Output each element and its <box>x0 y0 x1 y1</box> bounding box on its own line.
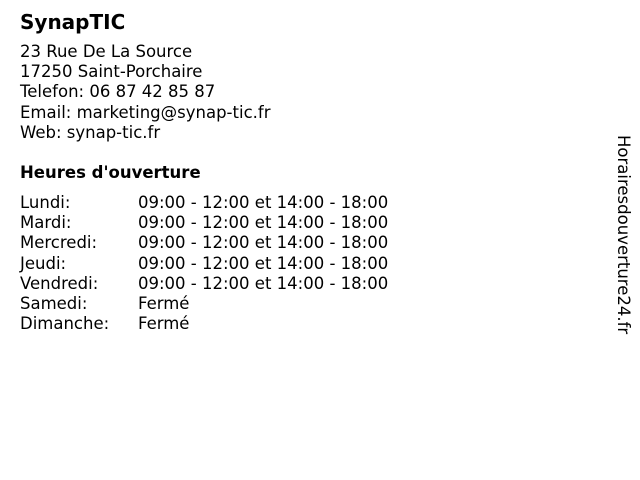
hours-row-sunday <box>20 314 600 334</box>
day-label: Mardi: <box>20 213 72 233</box>
hours-row-tuesday <box>20 213 600 233</box>
day-hours: 09:00 - 12:00 et 14:00 - 18:00 <box>138 213 389 233</box>
hours-row-saturday <box>20 294 600 314</box>
day-label: Jeudi: <box>20 253 67 273</box>
day-label: Vendredi: <box>20 273 99 293</box>
hours-row-monday <box>20 193 600 213</box>
site-watermark: Horairesdouverture24.fr <box>614 135 633 335</box>
day-label: Samedi: <box>20 294 88 314</box>
address-line-1: 23 Rue De La Source <box>20 42 193 61</box>
day-label: Lundi: <box>20 193 71 213</box>
day-hours: Fermé <box>138 314 190 334</box>
hours-row-thursday <box>20 254 600 274</box>
opening-hours-heading: Heures d'ouverture <box>20 163 201 183</box>
day-hours: 09:00 - 12:00 et 14:00 - 18:00 <box>138 193 389 213</box>
web-line: Web: synap-tic.fr <box>20 122 161 142</box>
day-hours: 09:00 - 12:00 et 14:00 - 18:00 <box>138 273 389 293</box>
hours-row-friday <box>20 274 600 294</box>
day-label: Mercredi: <box>20 233 98 253</box>
opening-hours-table <box>20 193 600 334</box>
day-hours: 09:00 - 12:00 et 14:00 - 18:00 <box>138 233 389 253</box>
address-line-2: 17250 Saint-Porchaire <box>20 62 203 82</box>
business-name: SynapTIC <box>20 10 126 34</box>
day-hours: 09:00 - 12:00 et 14:00 - 18:00 <box>138 253 389 273</box>
business-card <box>20 10 600 334</box>
email-line: Email: marketing@synap-tic.fr <box>20 102 271 122</box>
day-hours: Fermé <box>138 294 190 314</box>
day-label: Dimanche: <box>20 314 110 334</box>
phone-line: Telefon: 06 87 42 85 87 <box>20 82 216 102</box>
hours-row-wednesday <box>20 233 600 253</box>
